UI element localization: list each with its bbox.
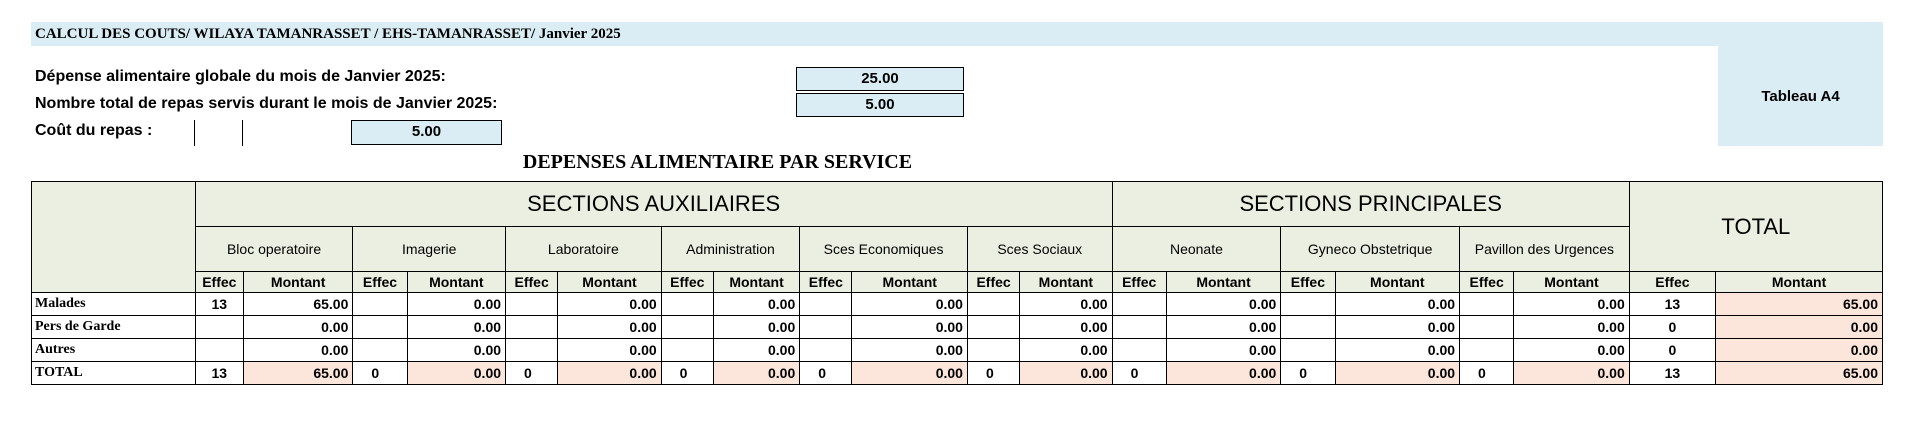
- total-effec-cell[interactable]: 0: [1629, 339, 1715, 362]
- effec-cell[interactable]: [195, 316, 243, 339]
- montant-cell[interactable]: 0.00: [1335, 293, 1460, 316]
- montant-cell[interactable]: 0.00: [713, 362, 799, 385]
- montant-cell[interactable]: 0.00: [1335, 339, 1460, 362]
- montant-cell[interactable]: 0.00: [1020, 362, 1112, 385]
- effec-cell[interactable]: [353, 339, 407, 362]
- repas-value-cell[interactable]: 5.00: [796, 93, 964, 117]
- effec-cell[interactable]: [506, 339, 558, 362]
- montant-header: Montant: [243, 272, 352, 293]
- depense-value-cell[interactable]: 25.00: [796, 67, 964, 91]
- effec-cell[interactable]: [1460, 339, 1514, 362]
- service-header: Administration: [661, 227, 800, 272]
- effec-header: Effec: [661, 272, 713, 293]
- row-label: Autres: [32, 339, 196, 362]
- table-row: [32, 362, 1883, 385]
- montant-header: Montant: [407, 272, 505, 293]
- effec-cell[interactable]: [661, 339, 713, 362]
- cell-divider: [194, 120, 195, 146]
- effec-header: Effec: [1629, 272, 1715, 293]
- montant-cell[interactable]: 0.00: [713, 339, 799, 362]
- effec-cell[interactable]: [661, 316, 713, 339]
- cout-label: Coût du repas :: [35, 122, 153, 139]
- table-row: [32, 316, 1883, 339]
- effec-cell[interactable]: [1281, 316, 1335, 339]
- montant-cell[interactable]: 0.00: [1514, 316, 1629, 339]
- effec-header: Effec: [1112, 272, 1166, 293]
- effec-cell[interactable]: 0: [800, 362, 852, 385]
- service-header: Sces Economiques: [800, 227, 968, 272]
- effec-cell[interactable]: 0: [353, 362, 407, 385]
- service-header: Pavillon des Urgences: [1460, 227, 1630, 272]
- service-header: Gyneco Obstetrique: [1281, 227, 1460, 272]
- sheet-title: CALCUL DES COUTS/ WILAYA TAMANRASSET / EHS-TAMANRASSET/ Janvier 2025: [31, 22, 1883, 46]
- montant-cell[interactable]: 0.00: [1514, 362, 1629, 385]
- montant-cell[interactable]: 0.00: [852, 339, 967, 362]
- tableau-label: Tableau A4: [1718, 46, 1883, 146]
- table-row: [32, 293, 1883, 316]
- montant-cell[interactable]: 65.00: [243, 293, 352, 316]
- montant-cell[interactable]: 0.00: [852, 316, 967, 339]
- montant-header: Montant: [558, 272, 661, 293]
- effec-header: Effec: [967, 272, 1019, 293]
- depenses-table: [31, 181, 1883, 385]
- row-header-blank: [32, 182, 196, 293]
- montant-cell[interactable]: 0.00: [407, 293, 505, 316]
- row-label: Pers de Garde: [32, 316, 196, 339]
- montant-cell[interactable]: 0.00: [1166, 316, 1280, 339]
- montant-header: Montant: [1716, 272, 1883, 293]
- montant-cell[interactable]: 0.00: [407, 339, 505, 362]
- cout-value-cell[interactable]: 5.00: [351, 120, 502, 145]
- effec-cell[interactable]: 0: [1112, 362, 1166, 385]
- montant-cell[interactable]: 0.00: [558, 362, 661, 385]
- effec-cell[interactable]: [1112, 293, 1166, 316]
- effec-cell[interactable]: [967, 316, 1019, 339]
- cell-divider: [242, 120, 243, 146]
- montant-cell[interactable]: 0.00: [558, 316, 661, 339]
- montant-cell[interactable]: 0.00: [407, 362, 505, 385]
- effec-cell[interactable]: [800, 316, 852, 339]
- montant-cell[interactable]: 0.00: [243, 339, 352, 362]
- service-header: Sces Sociaux: [967, 227, 1112, 272]
- effec-cell[interactable]: [661, 293, 713, 316]
- montant-header: Montant: [713, 272, 799, 293]
- total-montant-cell[interactable]: 65.00: [1716, 362, 1883, 385]
- montant-cell[interactable]: 0.00: [852, 362, 967, 385]
- montant-cell[interactable]: 0.00: [713, 316, 799, 339]
- effec-cell[interactable]: [353, 316, 407, 339]
- montant-cell[interactable]: 0.00: [1166, 293, 1280, 316]
- table-row: [32, 339, 1883, 362]
- montant-cell[interactable]: 0.00: [1020, 293, 1112, 316]
- montant-cell[interactable]: 0.00: [1335, 316, 1460, 339]
- total-header: TOTAL: [1629, 182, 1882, 272]
- effec-header: Effec: [353, 272, 407, 293]
- montant-cell[interactable]: 0.00: [407, 316, 505, 339]
- montant-cell[interactable]: 0.00: [1335, 362, 1460, 385]
- total-effec-cell[interactable]: 0: [1629, 316, 1715, 339]
- montant-header: Montant: [1335, 272, 1460, 293]
- effec-cell[interactable]: 0: [506, 362, 558, 385]
- service-header: Neonate: [1112, 227, 1281, 272]
- effec-cell[interactable]: [1112, 339, 1166, 362]
- row-label: Malades: [32, 293, 196, 316]
- montant-cell[interactable]: 0.00: [243, 316, 352, 339]
- effec-cell[interactable]: [967, 339, 1019, 362]
- effec-header: Effec: [1460, 272, 1514, 293]
- group-sections-principales: SECTIONS PRINCIPALES: [1112, 182, 1629, 227]
- montant-header: Montant: [1166, 272, 1280, 293]
- montant-cell[interactable]: 0.00: [1020, 316, 1112, 339]
- row-label: TOTAL: [32, 362, 196, 385]
- montant-cell[interactable]: 0.00: [558, 293, 661, 316]
- repas-label: Nombre total de repas servis durant le mois de Janvier 2025:: [35, 95, 498, 112]
- group-sections-auxiliaires: SECTIONS AUXILIAIRES: [195, 182, 1112, 227]
- effec-cell[interactable]: [1460, 293, 1514, 316]
- effec-cell[interactable]: [1281, 293, 1335, 316]
- effec-cell[interactable]: 0: [1460, 362, 1514, 385]
- effec-cell[interactable]: [1281, 339, 1335, 362]
- depense-label: Dépense alimentaire globale du mois de Janvier 2025:: [35, 68, 446, 85]
- effec-cell[interactable]: 0: [1281, 362, 1335, 385]
- effec-header: Effec: [1281, 272, 1335, 293]
- montant-cell[interactable]: 0.00: [1514, 293, 1629, 316]
- effec-header: Effec: [800, 272, 852, 293]
- effec-cell[interactable]: [1112, 316, 1166, 339]
- montant-header: Montant: [1514, 272, 1629, 293]
- total-effec-cell[interactable]: 13: [1629, 293, 1715, 316]
- service-header: Laboratoire: [506, 227, 662, 272]
- effec-cell[interactable]: 13: [195, 362, 243, 385]
- effec-cell[interactable]: [800, 293, 852, 316]
- total-montant-cell[interactable]: 0.00: [1716, 339, 1883, 362]
- montant-cell[interactable]: 0.00: [1166, 339, 1280, 362]
- effec-cell[interactable]: 13: [195, 293, 243, 316]
- service-header: Bloc operatoire: [195, 227, 353, 272]
- total-montant-cell[interactable]: 0.00: [1716, 316, 1883, 339]
- effec-cell[interactable]: [506, 293, 558, 316]
- service-header: Imagerie: [353, 227, 506, 272]
- effec-cell[interactable]: [800, 339, 852, 362]
- effec-cell[interactable]: [353, 293, 407, 316]
- effec-cell[interactable]: 0: [661, 362, 713, 385]
- section-title: DEPENSES ALIMENTAIRE PAR SERVICE: [522, 151, 913, 173]
- effec-cell[interactable]: [506, 316, 558, 339]
- effec-cell[interactable]: [967, 293, 1019, 316]
- effec-cell[interactable]: [195, 339, 243, 362]
- montant-cell[interactable]: 0.00: [1514, 339, 1629, 362]
- effec-cell[interactable]: [1460, 316, 1514, 339]
- total-effec-cell[interactable]: 13: [1629, 362, 1715, 385]
- total-montant-cell[interactable]: 65.00: [1716, 293, 1883, 316]
- montant-cell[interactable]: 0.00: [1166, 362, 1280, 385]
- effec-cell[interactable]: 0: [967, 362, 1019, 385]
- montant-cell[interactable]: 0.00: [558, 339, 661, 362]
- montant-cell[interactable]: 0.00: [852, 293, 967, 316]
- montant-cell[interactable]: 0.00: [1020, 339, 1112, 362]
- montant-cell[interactable]: 0.00: [713, 293, 799, 316]
- effec-header: Effec: [506, 272, 558, 293]
- montant-header: Montant: [1020, 272, 1112, 293]
- effec-header: Effec: [195, 272, 243, 293]
- montant-header: Montant: [852, 272, 967, 293]
- montant-cell[interactable]: 65.00: [243, 362, 352, 385]
